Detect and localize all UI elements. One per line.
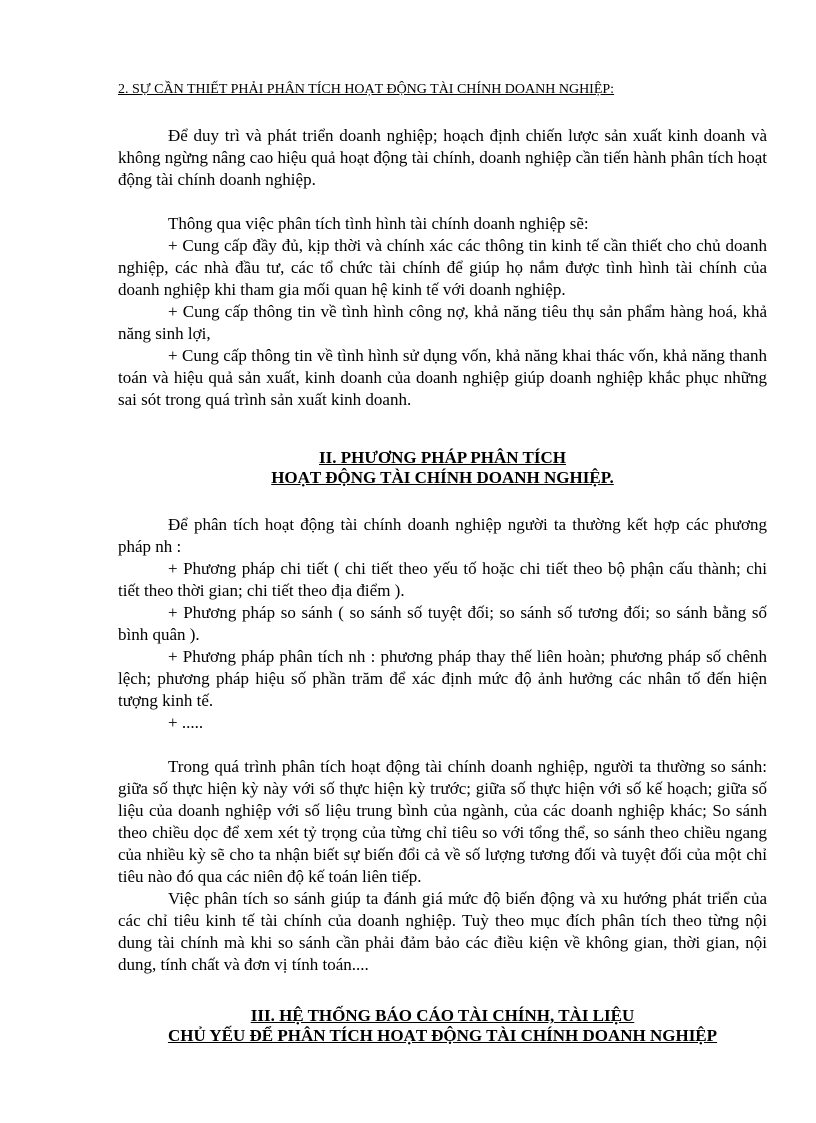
section-2-item-1: + Cung cấp đầy đủ, kịp thời và chính xác các thông tin kinh tế cần thiết cho chủ doanh nghiệp, các nhà đầu tư, các tổ chức tài chính để giúp họ nắm được tình hình tài chính của doanh nghiệp khi tham gia mối quan hệ kinh tế với doanh nghiệp. <box>118 236 767 299</box>
section-ii-heading-line-2: HOẠT ĐỘNG TÀI CHÍNH DOANH NGHIỆP. <box>271 468 614 487</box>
section-ii-item-2: + Phương pháp so sánh ( so sánh số tuyệt đối; so sánh số tương đối; so sánh bằng số bình quân ). <box>118 603 767 644</box>
section-ii-body <box>118 514 767 976</box>
section-iii-heading-line-2: CHỦ YẾU ĐỂ PHÂN TÍCH HOẠT ĐỘNG TÀI CHÍNH DOANH NGHIỆP <box>167 1026 718 1045</box>
section-ii-item-3: + Phương pháp phân tích nh : phương pháp thay thế liên hoàn; phương pháp số chênh lệch; phương pháp hiệu số phần trăm để xác định mức độ ảnh hưởng các nhân tố đến hiện tượng kinh tế. <box>118 647 767 710</box>
section-2-item-3: + Cung cấp thông tin về tình hình sử dụng vốn, khả năng khai thác vốn, khả năng thanh toán và hiệu quả sản xuất, kinh doanh của doanh nghiệp giúp doanh nghiệp khắc phục những sai sót trong quá trình sản xuất kinh doanh. <box>118 346 767 409</box>
section-2-intro: Để duy trì và phát triển doanh nghiệp; hoạch định chiến lược sản xuất kinh doanh và không ngừng nâng cao hiệu quả hoạt động tài chính, doanh nghiệp cần tiến hành phân tích hoạt động tài chính doanh nghiệp. <box>118 126 767 189</box>
section-ii-paragraph-1: Trong quá trình phân tích hoạt động tài chính doanh nghiệp, người ta thường so sánh: giữa số thực hiện kỳ này với số thực hiện kỳ trước; giữa số thực hiện với số kế hoạch; giữa số liệu của doanh nghiệp với số liệu trung bình của ngành, của các doanh nghiệp khác; So sánh theo chiều dọc để xem xét tỷ trọng của từng chỉ tiêu so với tổng thể, so sánh theo chiều ngang của nhiều kỳ sẽ cho ta nhận biết sự biến đổi cả về số lượng tương đối và tuyệt đối của một chỉ tiêu nào đó qua các niên độ kế toán liên tiếp. <box>118 757 767 886</box>
section-iii-heading <box>118 1006 767 1046</box>
section-2-item-2: + Cung cấp thông tin về tình hình công nợ, khả năng tiêu thụ sản phẩm hàng hoá, khả năng sinh lợi, <box>118 302 767 343</box>
section-ii-item-1: + Phương pháp chi tiết ( chi tiết theo yếu tố hoặc chi tiết theo bộ phận cấu thành; chi tiết theo thời gian; chi tiết theo địa điểm ). <box>118 559 767 600</box>
section-2-body <box>118 125 767 411</box>
section-ii-heading <box>118 448 767 488</box>
section-iii-heading-line-1: III. HỆ THỐNG BÁO CÁO TÀI CHÍNH, TÀI LIỆU <box>250 1006 635 1025</box>
section-ii-intro: Để phân tích hoạt động tài chính doanh nghiệp người ta thường kết hợp các phương pháp nh : <box>118 515 767 556</box>
section-ii-heading-line-1: II. PHƯƠNG PHÁP PHÂN TÍCH <box>319 448 566 467</box>
section-ii-paragraph-2: Việc phân tích so sánh giúp ta đánh giá mức độ biến động và xu hướng phát triển của các chỉ tiêu kinh tế tài chính của doanh nghiệp. Tuỳ theo mục đích phân tích theo từng nội dung tài chính mà khi so sánh cần phải đảm bảo các điều kiện về không gian, thời gian, nội dung, tính chất và đơn vị tính toán.... <box>118 889 767 974</box>
section-ii-item-4: + ..... <box>168 713 204 732</box>
section-2-lead: Thông qua việc phân tích tình hình tài chính doanh nghiệp sẽ: <box>168 214 589 233</box>
section-2-title: 2. SỰ CẦN THIẾT PHẢI PHÂN TÍCH HOẠT ĐỘNG TÀI CHÍNH DOANH NGHIỆP: <box>118 82 615 97</box>
